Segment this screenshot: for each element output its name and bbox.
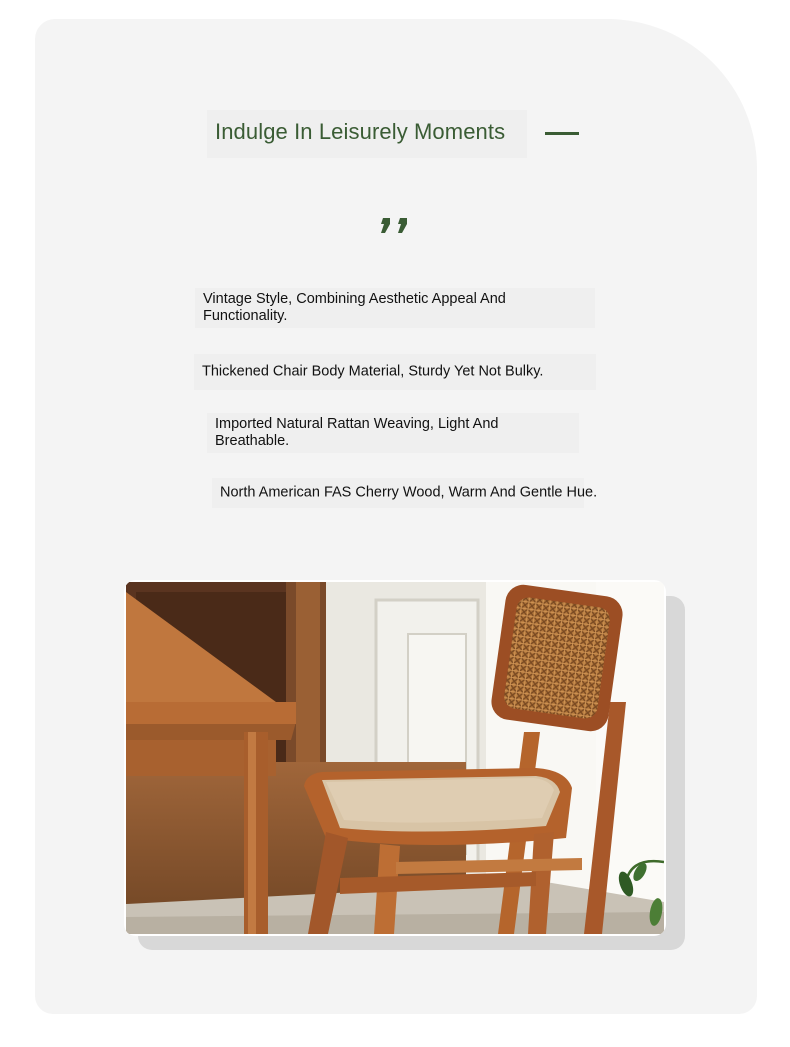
chair-illustration bbox=[126, 582, 664, 934]
feature-item-rattan-weaving bbox=[207, 413, 579, 453]
heading-dash-decoration bbox=[545, 132, 579, 135]
quotation-mark-icon bbox=[372, 200, 420, 240]
feature-item-cherry-wood bbox=[212, 478, 598, 508]
feature-text: Thickened Chair Body Material, Sturdy Yet Not Bulky. bbox=[202, 363, 544, 380]
feature-text: North American FAS Cherry Wood, Warm And Gentle Hue. bbox=[220, 484, 598, 501]
section-title: Indulge In Leisurely Moments bbox=[215, 119, 506, 144]
feature-item-vintage-style bbox=[195, 288, 595, 328]
feature-text: Imported Natural Rattan Weaving, Light And Breathable. bbox=[215, 416, 499, 449]
feature-item-thickened-body bbox=[194, 354, 596, 390]
feature-text: Vintage Style, Combining Aesthetic Appeal And Functionality. bbox=[203, 291, 506, 324]
product-photo bbox=[124, 580, 666, 936]
section-heading-row bbox=[207, 110, 587, 158]
